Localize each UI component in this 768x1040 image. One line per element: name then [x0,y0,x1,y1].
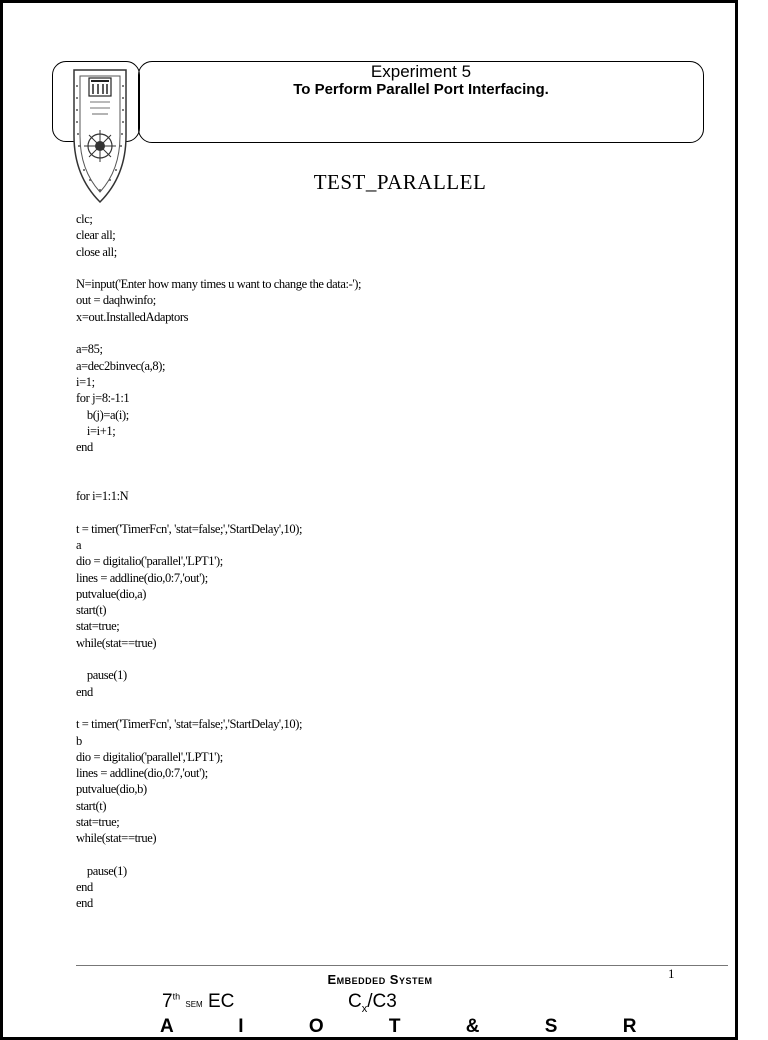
code-line [76,700,696,716]
code-line: while(stat==true) [76,831,157,846]
code-line: clc; [76,212,93,226]
code-line: end [76,880,93,895]
code-line [76,847,696,863]
code-line: pause(1) [76,863,127,878]
code-line: close all; [76,244,117,259]
code-line: end [76,684,93,699]
code-line: pause(1) [76,668,127,683]
code-line: dio = digitalio('parallel','LPT1'); [76,554,223,569]
code-line: b(j)=a(i); [76,407,129,422]
program-title: TEST_PARALLEL [313,170,487,194]
college-seal-icon [70,66,130,206]
code-line: putvalue(dio,a) [76,586,147,601]
code-listing [76,211,696,912]
class-sub: x [361,1002,368,1015]
code-line: stat=true; [76,619,120,634]
code-line: end [76,440,93,455]
code-line: a=85; [76,342,103,357]
code-line: lines = addline(dio,0:7,'out'); [76,766,208,781]
code-line [76,455,696,471]
code-line: dio = digitalio('parallel','LPT1'); [76,749,223,764]
code-line: while(stat==true) [76,635,157,650]
code-line: a [76,537,82,552]
code-line [76,260,696,276]
footer-subject: Embedded System [327,972,433,987]
code-line [76,472,696,488]
code-line: stat=true; [76,814,120,829]
code-line: for j=8:-1:1 [76,391,130,406]
code-line: t = timer('TimerFcn', 'stat=false;','StartDelay',10); [76,521,303,536]
class-suffix: /C3 [367,991,397,1012]
code-line: t = timer('TimerFcn', 'stat=false;','StartDelay',10); [76,717,303,732]
code-line: lines = addline(dio,0:7,'out'); [76,570,208,585]
code-line: start(t) [76,798,107,813]
code-line: end [76,896,93,911]
code-line: b [76,733,82,748]
code-line: i=i+1; [76,423,116,438]
code-line [76,651,696,667]
code-line: a=dec2binvec(a,8); [76,358,166,373]
semester-word: sem [185,996,203,1010]
footer-rule [76,965,728,966]
code-line: i=1; [76,374,95,389]
code-line [76,325,696,341]
code-line: putvalue(dio,b) [76,782,147,797]
code-line: clear all; [76,228,116,243]
footer-class [348,991,397,1015]
semester-suffix: th [172,991,181,1002]
code-line: N=input('Enter how many times u want to change the data:-'); [76,277,362,292]
code-line: out = daqhwinfo; [76,293,156,308]
code-line: x=out.InstalledAdaptors [76,309,189,324]
class-prefix: C [348,991,362,1012]
experiment-title: Experiment 5 [370,62,472,81]
footer-semester [162,991,234,1013]
code-line [76,504,696,520]
code-line: for i=1:1:N [76,489,129,504]
footer-college: A I O T & S R [160,1016,667,1037]
page-number: 1 [668,966,675,981]
code-line: start(t) [76,603,107,618]
experiment-header [138,61,704,143]
branch: EC [208,991,235,1012]
experiment-subtitle: To Perform Parallel Port Interfacing. [293,81,549,98]
semester-number: 7 [162,991,173,1012]
